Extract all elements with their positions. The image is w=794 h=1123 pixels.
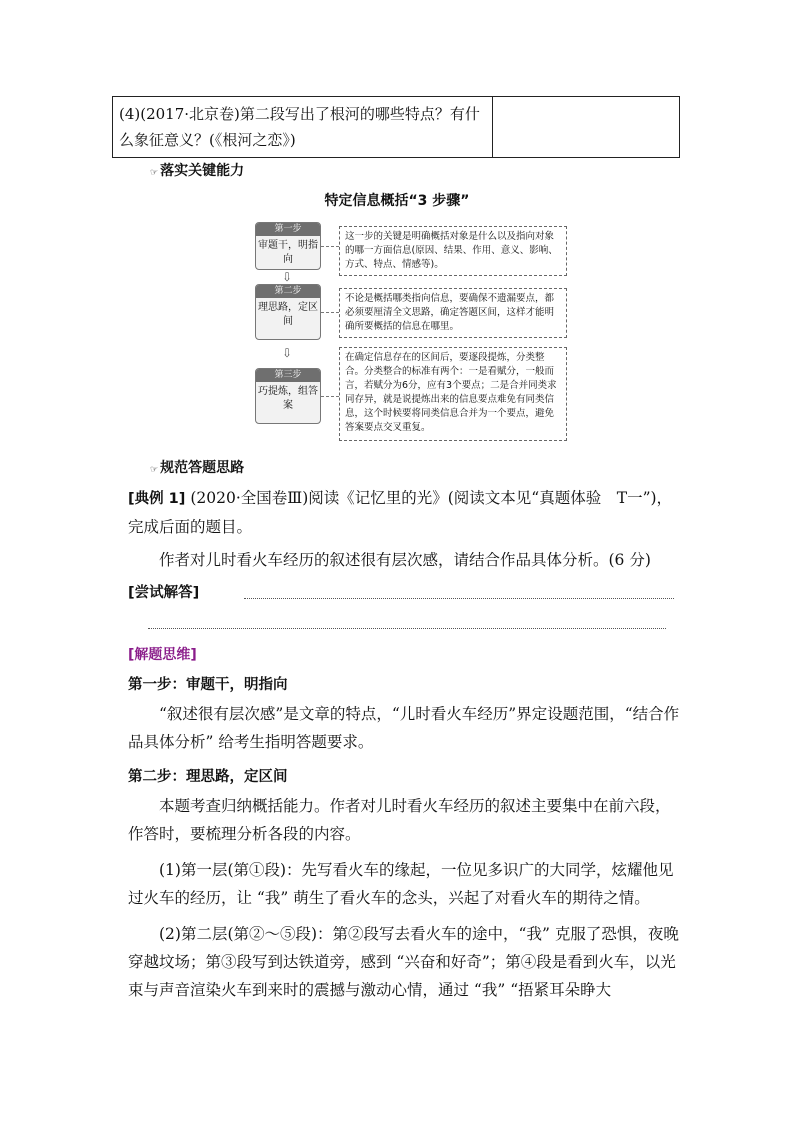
table-cell-answer-blank bbox=[493, 97, 679, 157]
example-text: (2020·全国卷Ⅲ)阅读《记忆里的光》(阅读文本见“真题体验 T一”)，完成后面的题目。 bbox=[128, 489, 673, 536]
pointing-hand-icon: ☞ bbox=[150, 465, 159, 475]
answer-line bbox=[244, 598, 674, 599]
section-heading-answer-approach: ☞ 规范答题思路 bbox=[150, 460, 245, 476]
down-arrow-icon: ⇩ bbox=[282, 270, 293, 284]
step-text: 审题干，明指向 bbox=[258, 240, 318, 265]
connector-line bbox=[321, 246, 339, 247]
thinking-label: [解题思维] bbox=[128, 647, 197, 663]
section-heading-key-ability: ☞ 落实关键能力 bbox=[150, 163, 245, 179]
step2-text: 本题考查归纳概括能力。作者对儿时看火车经历的叙述主要集中在前六段，作答时，要梳理分析各段的内容。 bbox=[128, 797, 671, 843]
question-table bbox=[112, 96, 680, 158]
step1-text: “叙述很有层次感”是文章的特点，“儿时看火车经历”界定设题范围，“结合作品具体分析” 给考生指明答题要求。 bbox=[128, 705, 680, 751]
pointing-hand-icon: ☞ bbox=[150, 168, 159, 178]
connector-line bbox=[321, 312, 339, 313]
step1-title: 第一步：审题干，明指向 bbox=[128, 677, 288, 693]
step-tag: 第三步 bbox=[256, 369, 320, 382]
layer2-text: (2)第二层(第②～⑤段)：第②段写去看火车的途中，“我” 克服了恐惧，夜晚穿越坟场；第③段写到达铁道旁，感到 “兴奋和好奇”；第④段是看到火车，以光束与声音渲染火车到来时的震撼与激动心情，通过 “我” “捂紧耳朵睁大 bbox=[128, 925, 679, 999]
try-answer-label: [尝试解答] bbox=[128, 585, 200, 601]
example-label: [典例 1] bbox=[128, 491, 186, 507]
down-arrow-icon: ⇩ bbox=[282, 346, 293, 360]
step-desc-3: 在确定信息存在的区间后，要逐段提炼，分类整合。分类整合的标准有两个：一是看赋分，一般而言，若赋分为6分，应有3个要点；二是合并同类求同存异，就是说提炼出来的信息要点难免有同类信息，这个时候要将同类信息合并为一个要点，避免答案要点交叉重复。 bbox=[339, 347, 567, 441]
step-box-3 bbox=[255, 368, 321, 424]
step-box-1 bbox=[255, 222, 321, 270]
step2-title: 第二步：理思路，定区间 bbox=[128, 769, 288, 785]
step-tag: 第二步 bbox=[256, 285, 320, 298]
step-text: 理思路，定区间 bbox=[258, 302, 318, 327]
example-paragraph bbox=[128, 484, 680, 541]
step-desc-1: 这一步的关键是明确概括对象是什么以及指向对象的哪一方面信息(原因、结果、作用、意义、影响、方式、特点、情感等)。 bbox=[339, 226, 567, 276]
step-text: 巧提炼，组答案 bbox=[258, 386, 318, 411]
answer-line bbox=[148, 628, 666, 629]
layer1-text: (1)第一层(第①段)：先写看火车的缘起，一位见多识广的大同学，炫耀他见过火车的经历，让 “我” 萌生了看火车的念头，兴起了对看火车的期待之情。 bbox=[128, 861, 674, 907]
step-tag: 第一步 bbox=[256, 223, 320, 236]
connector-line bbox=[321, 396, 339, 397]
example-question: 作者对儿时看火车经历的叙述很有层次感，请结合作品具体分析。(6 分) bbox=[159, 551, 651, 569]
table-cell-question: (4)(2017·北京卷)第二段写出了根河的哪些特点？有什么象征意义？(《根河之恋》) bbox=[113, 97, 493, 157]
step-box-2 bbox=[255, 284, 321, 340]
thinking-label-row bbox=[128, 640, 680, 669]
step-desc-2: 不论是概括哪类指向信息，要确保不遗漏要点，都必须要厘清全文思路，确定答题区间，这样才能明确所要概括的信息在哪里。 bbox=[339, 288, 567, 338]
diagram-title: 特定信息概括“3 步骤” bbox=[324, 193, 470, 209]
